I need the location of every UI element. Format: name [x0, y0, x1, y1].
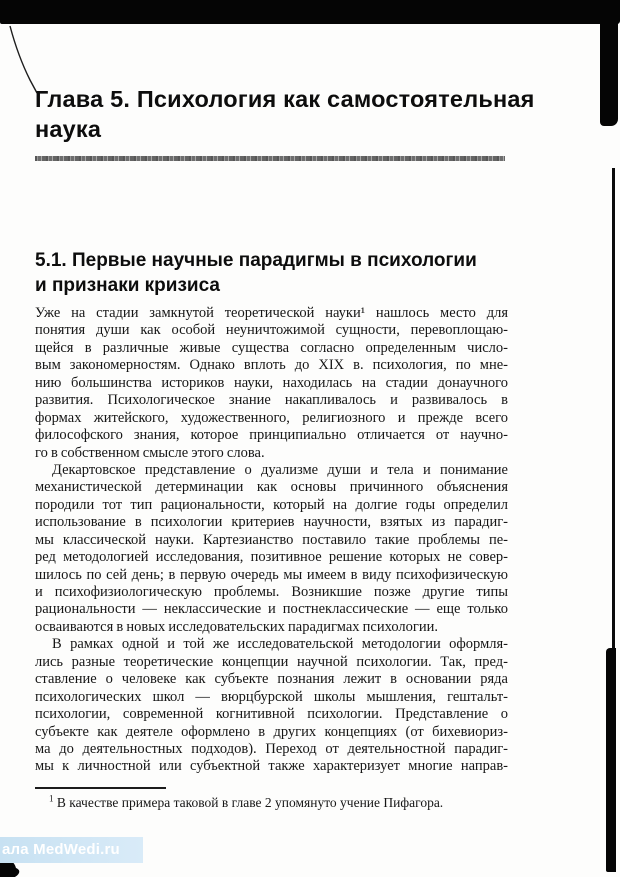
footnote [35, 794, 515, 811]
body-line: шилось по сей день; в первую очередь мы имеем в виду психофизическую [35, 566, 508, 583]
section-heading [35, 248, 555, 298]
body-line: лись разные теоретические концепции научной психологии. Так, пред- [35, 653, 508, 670]
section-heading-line-1: 5.1. Первые научные парадигмы в психологии [35, 250, 477, 271]
body-text [35, 305, 508, 776]
watermark-text: ала MedWedi.ru [2, 841, 120, 858]
chapter-title [35, 84, 575, 144]
footnote-text: В качестве примера таковой в главе 2 упомянуто учение Пифагора. [53, 795, 444, 810]
footnote-marker: 1 [49, 793, 54, 804]
body-line: ред методологией исследования, позитивное решение которых не совер- [35, 549, 508, 566]
scan-artifact-top-band [0, 0, 620, 24]
chapter-title-line-2: наука [35, 116, 102, 142]
body-line: субъекте как деятеле оформлено в других концепциях (от бихевиориз- [35, 723, 508, 740]
body-line: понятия души как особой неуничтожимой сущности, перевоплощаю- [35, 322, 508, 339]
body-line: го в собственном смысле этого слова. [35, 444, 265, 461]
body-line: психологических школ — вюрцбурской школы мышления, гештальт- [35, 688, 508, 705]
body-line: ма до деятельностных подходов). Переход от деятельностной парадиг- [35, 740, 508, 757]
body-line: мы классической науки. Картезианство поставило такие проблемы пе- [35, 531, 508, 548]
scan-artifact-right-edge-bar [606, 648, 616, 872]
body-line: психологии, современной когнитивной психологии. Представление о [35, 706, 508, 723]
body-line: осваиваются в новых исследовательских парадигмах психологии. [35, 618, 438, 635]
body-line: Декартовское представление о дуализме души и тела и понимание [52, 461, 508, 478]
watermark-medwedi [0, 837, 143, 863]
body-line: нию большинства историков науки, находилась на стадии донаучного [35, 374, 508, 391]
body-line: философского знания, которое принципиально отличается от научно- [35, 427, 508, 444]
chapter-underline-rule [35, 156, 505, 161]
body-line: механистической детерминации как основы причинного объяснения [35, 479, 508, 496]
body-line: формах житейского, художественного, религиозного и прежде всего [35, 409, 508, 426]
body-line: вым закономерностям. Однако вплоть до XIX в. психология, по мне- [35, 357, 508, 374]
scan-artifact-right-edge-line [612, 168, 615, 655]
body-line: Уже на стадии замкнутой теоретической науки¹ нашлось место для [35, 305, 508, 321]
body-line: развития. Психологическое знание накапливалось и развивалось в [35, 392, 508, 409]
body-line: использование в психологии критериев научности, взятых из парадиг- [35, 514, 508, 531]
chapter-title-line-1: Глава 5. Психология как самостоятельная [35, 86, 535, 112]
scan-artifact-top-right-blob [600, 18, 618, 126]
body-line: В рамках одной и той же исследовательской методологии оформля- [52, 636, 508, 653]
body-line: породили тот тип рациональности, который на долгие годы определил [35, 496, 508, 513]
footnote-divider [35, 787, 166, 789]
section-heading-line-2: и признаки кризиса [35, 275, 220, 296]
body-line: ставление о человеке как субъекте познания лежит в основании ряда [35, 671, 508, 688]
body-line: мы к личностной или субъектной также характеризует многие направ- [35, 758, 508, 775]
body-line: и психофизиологическую проблемы. Возникшие позже другие типы [35, 584, 508, 600]
body-line: щейся в различные живые существа согласно определенным число- [35, 339, 508, 356]
body-line: рациональности — неклассические и постнеклассические — еще только [35, 601, 508, 618]
